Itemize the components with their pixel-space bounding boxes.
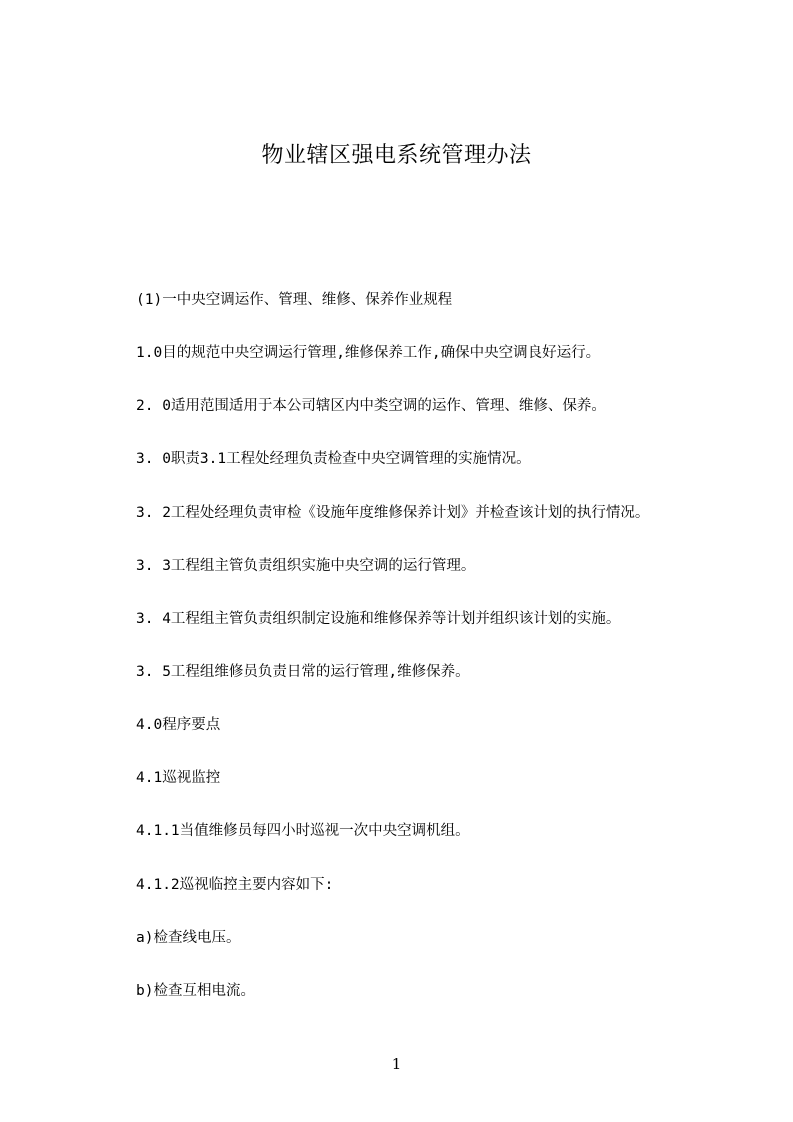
paragraph-purpose: 1.0目的规范中央空调运行管理,维修保养工作,确保中央空调良好运行。	[136, 345, 601, 361]
paragraph-duties-3-4: 3. 4工程组主管负责组织制定设施和维修保养等计划并组织该计划的实施。	[136, 611, 621, 627]
document-title: 物业辖区强电系统管理办法	[261, 143, 532, 168]
paragraph-duties-3-2: 3. 2工程处经理负责审检《设施年度维修保养计划》并检查该计划的执行情况。	[136, 505, 650, 521]
paragraph-scope: 2. 0适用范围适用于本公司辖区内中类空调的运作、管理、维修、保养。	[136, 398, 606, 414]
list-item-b: b)检查互相电流。	[136, 983, 255, 999]
paragraph-duties-3-1: 3. 0职责3.1工程处经理负责检查中央空调管理的实施情况。	[136, 451, 531, 467]
paragraph-inspection-4-1-2: 4.1.2巡视临控主要内容如下:	[136, 877, 334, 893]
paragraph-inspection: 4.1巡视监控	[136, 770, 221, 786]
paragraph-duties-3-5: 3. 5工程组维修员负责日常的运行管理,维修保养。	[136, 664, 470, 680]
list-item-a: a)检查线电压。	[136, 930, 241, 946]
paragraph-duties-3-3: 3. 3工程组主管负责组织实施中央空调的运行管理。	[136, 558, 476, 574]
paragraph-inspection-4-1-1: 4.1.1当值维修员每四小时巡视一次中央空调机组。	[136, 823, 470, 839]
paragraph-section-1: (1)一中央空调运作、管理、维修、保养作业规程	[136, 292, 453, 308]
paragraph-procedure: 4.0程序要点	[136, 717, 221, 733]
page-number: 1	[391, 1055, 402, 1073]
